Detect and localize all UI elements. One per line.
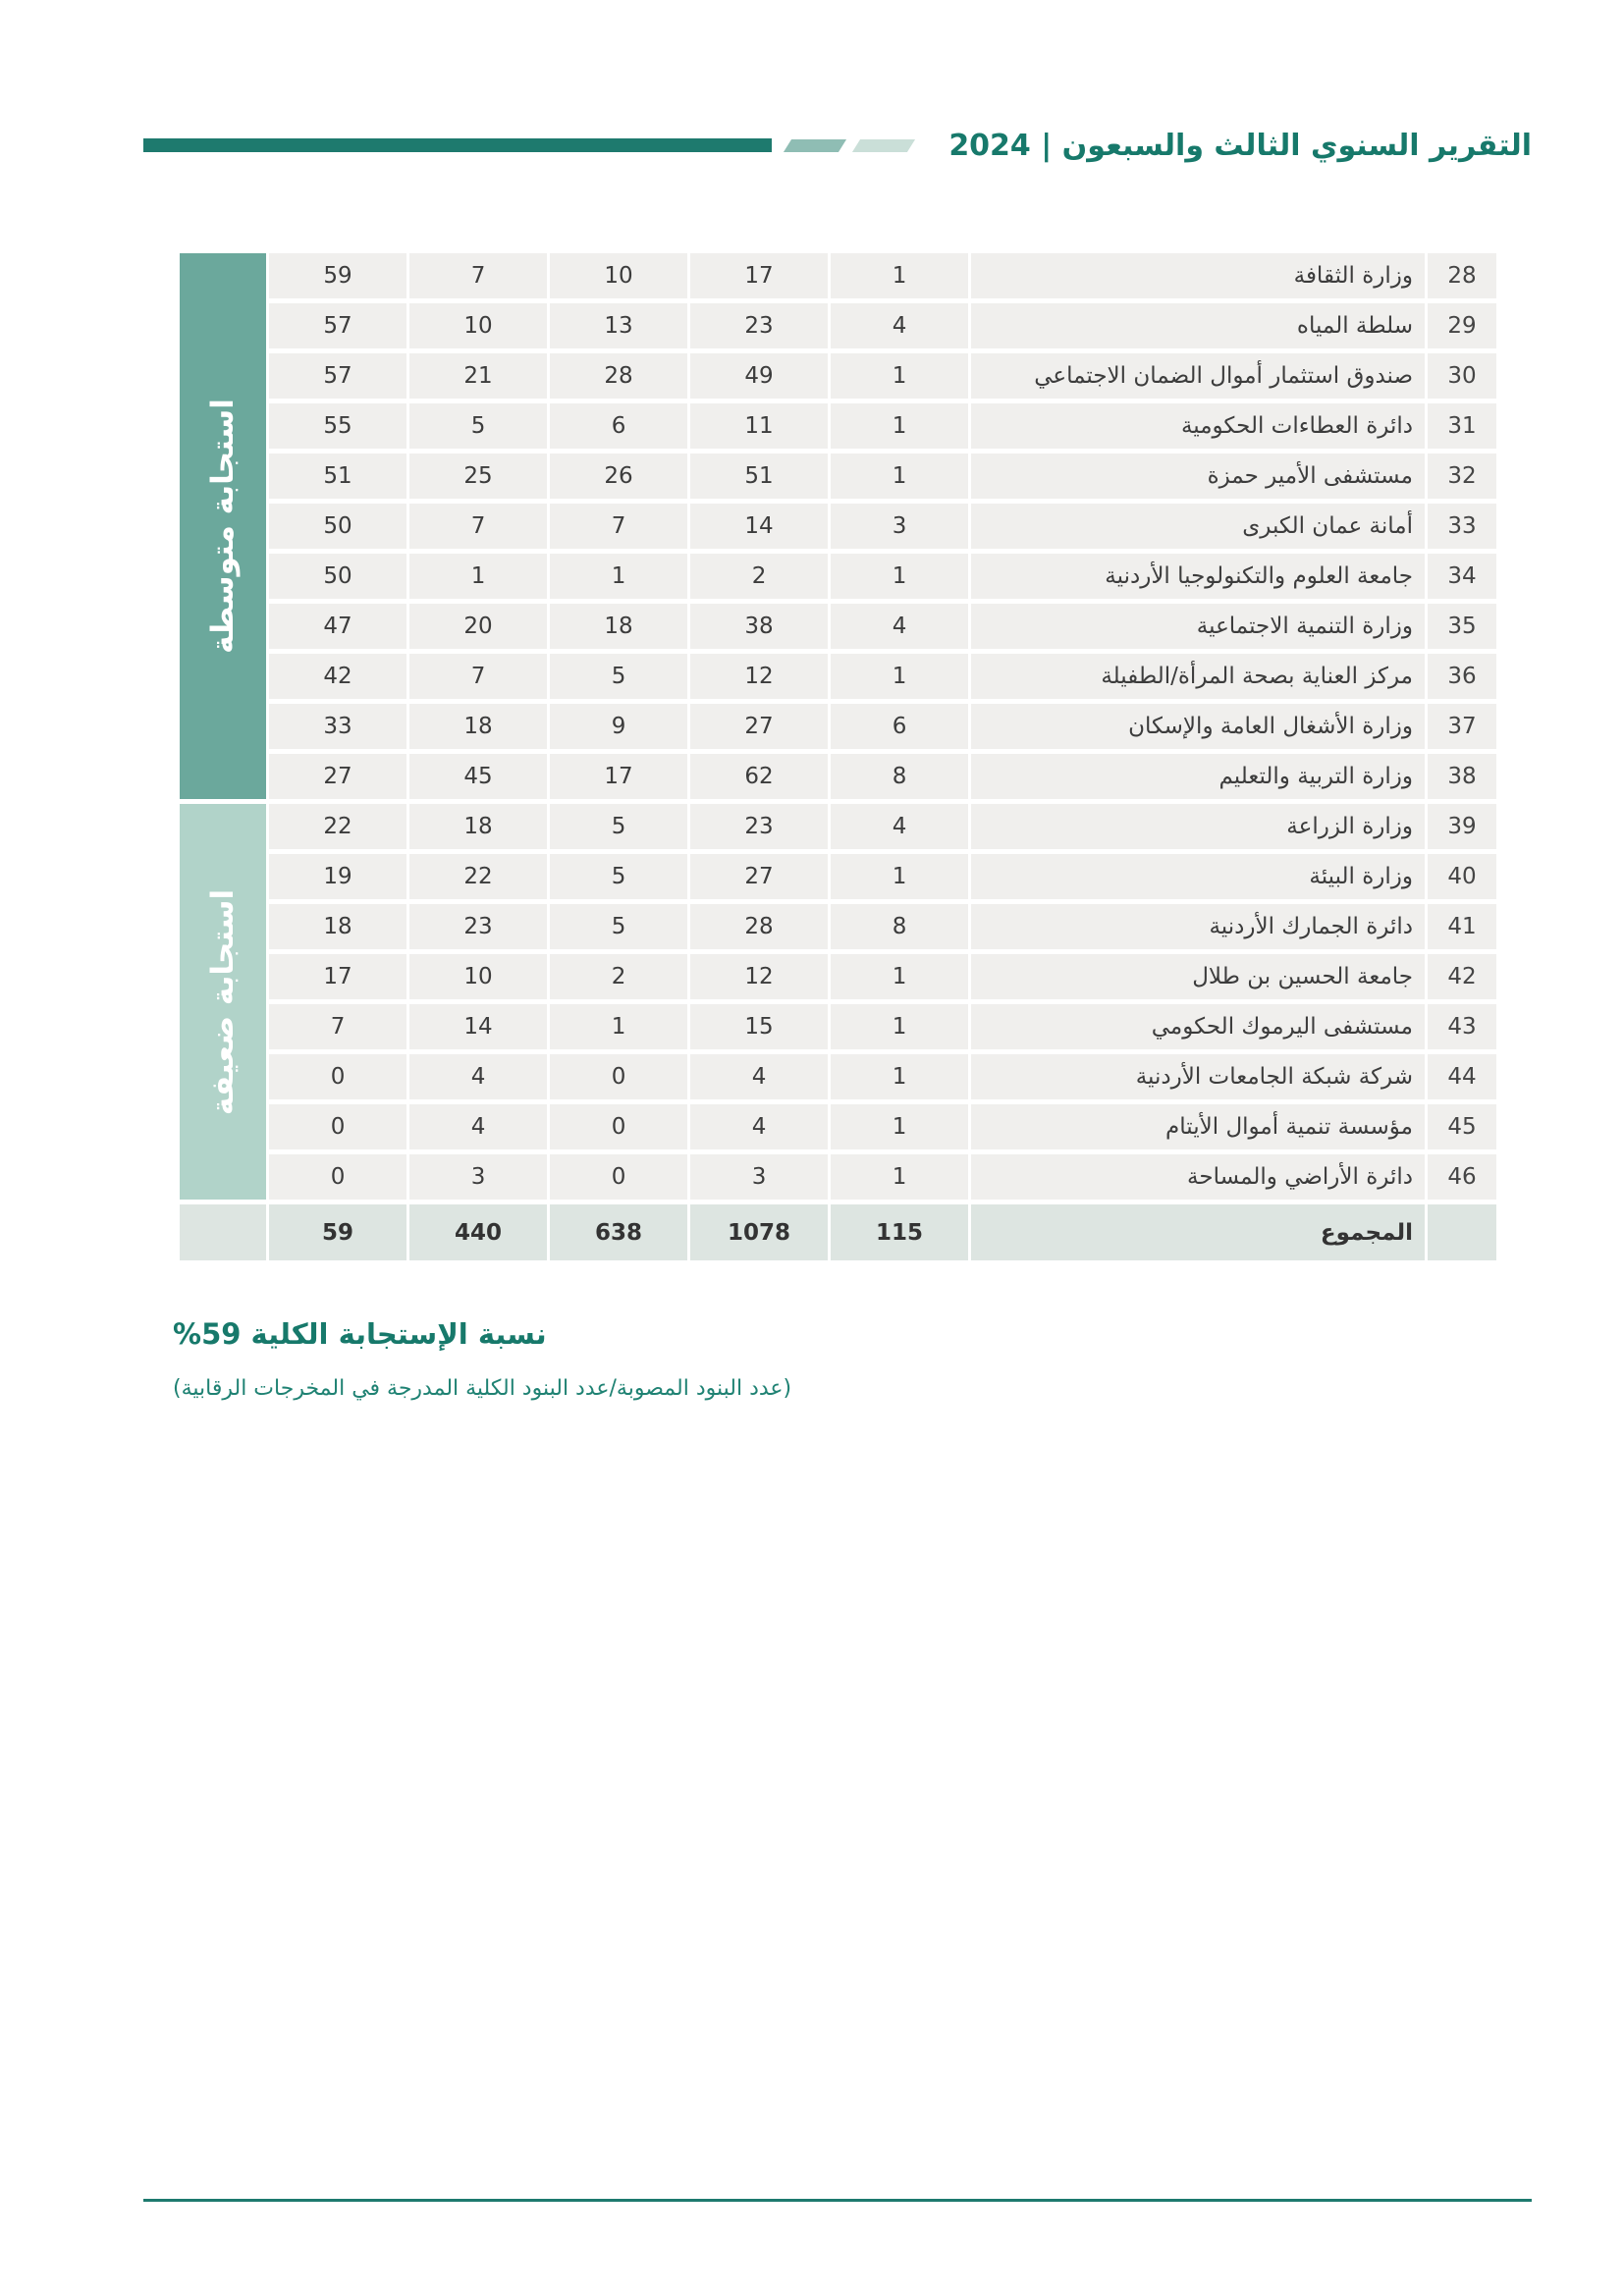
total-band-spacer bbox=[180, 1204, 266, 1260]
entity-name: صندوق استثمار أموال الضمان الاجتماعي bbox=[971, 353, 1425, 399]
row-number: 42 bbox=[1428, 954, 1496, 999]
value-col-3: 10 bbox=[550, 253, 687, 298]
value-col-3: 17 bbox=[550, 754, 687, 799]
total-value-col-2: 1078 bbox=[690, 1204, 828, 1260]
value-col-1: 1 bbox=[831, 1004, 968, 1049]
value-col-2: 51 bbox=[690, 454, 828, 499]
row-number: 29 bbox=[1428, 303, 1496, 348]
value-col-3: 1 bbox=[550, 554, 687, 599]
entity-name: دائرة العطاءات الحكومية bbox=[971, 403, 1425, 449]
value-col-5: 18 bbox=[269, 904, 406, 949]
row-number: 41 bbox=[1428, 904, 1496, 949]
value-col-3: 7 bbox=[550, 504, 687, 549]
value-col-5: 7 bbox=[269, 1004, 406, 1049]
page-header bbox=[143, 126, 1532, 165]
value-col-4: 10 bbox=[409, 303, 547, 348]
deco-parallelogram-dark bbox=[784, 139, 846, 152]
value-col-5: 17 bbox=[269, 954, 406, 999]
value-col-2: 27 bbox=[690, 854, 828, 899]
value-col-5: 57 bbox=[269, 353, 406, 399]
entity-name: وزارة التربية والتعليم bbox=[971, 754, 1425, 799]
entity-name: جامعة العلوم والتكنولوجيا الأردنية bbox=[971, 554, 1425, 599]
value-col-2: 12 bbox=[690, 954, 828, 999]
value-col-3: 5 bbox=[550, 804, 687, 849]
footer-rule bbox=[143, 2199, 1532, 2202]
value-col-4: 21 bbox=[409, 353, 547, 399]
entity-name: وزارة الزراعة bbox=[971, 804, 1425, 849]
value-col-3: 5 bbox=[550, 904, 687, 949]
value-col-2: 14 bbox=[690, 504, 828, 549]
value-col-1: 8 bbox=[831, 904, 968, 949]
row-number: 46 bbox=[1428, 1154, 1496, 1200]
value-col-2: 28 bbox=[690, 904, 828, 949]
value-col-1: 1 bbox=[831, 253, 968, 298]
value-col-2: 2 bbox=[690, 554, 828, 599]
row-number: 37 bbox=[1428, 704, 1496, 749]
value-col-2: 12 bbox=[690, 654, 828, 699]
value-col-4: 5 bbox=[409, 403, 547, 449]
response-rate-note: (عدد البنود المصوبة/عدد البنود الكلية المدرجة في المخرجات الرقابية) bbox=[173, 1376, 792, 1401]
value-col-1: 1 bbox=[831, 554, 968, 599]
value-col-5: 50 bbox=[269, 554, 406, 599]
value-col-1: 8 bbox=[831, 754, 968, 799]
value-col-5: 19 bbox=[269, 854, 406, 899]
entity-name: وزارة الثقافة bbox=[971, 253, 1425, 298]
value-col-3: 0 bbox=[550, 1154, 687, 1200]
value-col-5: 59 bbox=[269, 253, 406, 298]
value-col-5: 51 bbox=[269, 454, 406, 499]
value-col-5: 50 bbox=[269, 504, 406, 549]
row-number: 35 bbox=[1428, 604, 1496, 649]
value-col-1: 1 bbox=[831, 353, 968, 399]
entity-name: جامعة الحسين بن طلال bbox=[971, 954, 1425, 999]
value-col-2: 23 bbox=[690, 804, 828, 849]
row-number: 44 bbox=[1428, 1054, 1496, 1099]
value-col-4: 4 bbox=[409, 1054, 547, 1099]
total-value-col-3: 638 bbox=[550, 1204, 687, 1260]
row-number: 31 bbox=[1428, 403, 1496, 449]
value-col-3: 2 bbox=[550, 954, 687, 999]
value-col-4: 7 bbox=[409, 253, 547, 298]
value-col-1: 4 bbox=[831, 303, 968, 348]
entity-name: سلطة المياه bbox=[971, 303, 1425, 348]
value-col-4: 1 bbox=[409, 554, 547, 599]
value-col-1: 1 bbox=[831, 1104, 968, 1149]
entity-name: وزارة الأشغال العامة والإسكان bbox=[971, 704, 1425, 749]
value-col-2: 38 bbox=[690, 604, 828, 649]
row-number: 36 bbox=[1428, 654, 1496, 699]
value-col-2: 27 bbox=[690, 704, 828, 749]
value-col-1: 1 bbox=[831, 454, 968, 499]
value-col-1: 1 bbox=[831, 1054, 968, 1099]
value-col-1: 6 bbox=[831, 704, 968, 749]
entity-name: وزارة التنمية الاجتماعية bbox=[971, 604, 1425, 649]
total-value-col-4: 440 bbox=[409, 1204, 547, 1260]
value-col-4: 22 bbox=[409, 854, 547, 899]
value-col-5: 0 bbox=[269, 1054, 406, 1099]
value-col-4: 7 bbox=[409, 504, 547, 549]
overall-response-rate: نسبة الإستجابة الكلية 59% bbox=[173, 1317, 547, 1351]
category-band-label: استجابة متوسطة bbox=[205, 399, 241, 654]
entity-name: دائرة الأراضي والمساحة bbox=[971, 1154, 1425, 1200]
row-number: 38 bbox=[1428, 754, 1496, 799]
value-col-4: 10 bbox=[409, 954, 547, 999]
report-title: التقرير السنوي الثالث والسبعون | 2024 bbox=[948, 128, 1532, 163]
value-col-1: 4 bbox=[831, 804, 968, 849]
value-col-3: 5 bbox=[550, 854, 687, 899]
value-col-4: 7 bbox=[409, 654, 547, 699]
value-col-5: 27 bbox=[269, 754, 406, 799]
value-col-4: 20 bbox=[409, 604, 547, 649]
value-col-4: 18 bbox=[409, 704, 547, 749]
value-col-3: 1 bbox=[550, 1004, 687, 1049]
value-col-1: 4 bbox=[831, 604, 968, 649]
header-rule bbox=[143, 138, 772, 152]
value-col-3: 28 bbox=[550, 353, 687, 399]
value-col-4: 4 bbox=[409, 1104, 547, 1149]
category-band-2 bbox=[180, 804, 266, 1200]
value-col-5: 55 bbox=[269, 403, 406, 449]
value-col-5: 22 bbox=[269, 804, 406, 849]
value-col-1: 1 bbox=[831, 654, 968, 699]
value-col-2: 49 bbox=[690, 353, 828, 399]
value-col-2: 15 bbox=[690, 1004, 828, 1049]
value-col-4: 23 bbox=[409, 904, 547, 949]
row-number: 40 bbox=[1428, 854, 1496, 899]
entity-name: أمانة عمان الكبرى bbox=[971, 504, 1425, 549]
value-col-2: 17 bbox=[690, 253, 828, 298]
value-col-3: 9 bbox=[550, 704, 687, 749]
row-number: 30 bbox=[1428, 353, 1496, 399]
value-col-4: 45 bbox=[409, 754, 547, 799]
total-label: المجموع bbox=[971, 1204, 1425, 1260]
value-col-3: 13 bbox=[550, 303, 687, 348]
total-value-col-5: 59 bbox=[269, 1204, 406, 1260]
value-col-4: 14 bbox=[409, 1004, 547, 1049]
value-col-5: 33 bbox=[269, 704, 406, 749]
row-number: 45 bbox=[1428, 1104, 1496, 1149]
value-col-1: 1 bbox=[831, 854, 968, 899]
value-col-2: 62 bbox=[690, 754, 828, 799]
row-number: 32 bbox=[1428, 454, 1496, 499]
value-col-1: 3 bbox=[831, 504, 968, 549]
value-col-3: 18 bbox=[550, 604, 687, 649]
value-col-3: 0 bbox=[550, 1104, 687, 1149]
deco-parallelogram-light bbox=[852, 139, 915, 152]
value-col-5: 0 bbox=[269, 1104, 406, 1149]
value-col-2: 3 bbox=[690, 1154, 828, 1200]
value-col-4: 18 bbox=[409, 804, 547, 849]
total-value-col-1: 115 bbox=[831, 1204, 968, 1260]
value-col-2: 11 bbox=[690, 403, 828, 449]
row-number: 33 bbox=[1428, 504, 1496, 549]
row-number: 34 bbox=[1428, 554, 1496, 599]
entity-name: شركة شبكة الجامعات الأردنية bbox=[971, 1054, 1425, 1099]
value-col-1: 1 bbox=[831, 954, 968, 999]
entity-name: مركز العناية بصحة المرأة/الطفيلة bbox=[971, 654, 1425, 699]
row-number: 43 bbox=[1428, 1004, 1496, 1049]
value-col-5: 47 bbox=[269, 604, 406, 649]
value-col-1: 1 bbox=[831, 1154, 968, 1200]
value-col-2: 4 bbox=[690, 1054, 828, 1099]
value-col-5: 42 bbox=[269, 654, 406, 699]
entity-name: مؤسسة تنمية أموال الأيتام bbox=[971, 1104, 1425, 1149]
entity-name: دائرة الجمارك الأردنية bbox=[971, 904, 1425, 949]
value-col-1: 1 bbox=[831, 403, 968, 449]
row-number: 28 bbox=[1428, 253, 1496, 298]
value-col-2: 23 bbox=[690, 303, 828, 348]
entity-name: مستشفى الأمير حمزة bbox=[971, 454, 1425, 499]
value-col-3: 5 bbox=[550, 654, 687, 699]
entity-name: وزارة البيئة bbox=[971, 854, 1425, 899]
value-col-3: 6 bbox=[550, 403, 687, 449]
value-col-5: 57 bbox=[269, 303, 406, 348]
category-band-1 bbox=[180, 253, 266, 799]
value-col-3: 26 bbox=[550, 454, 687, 499]
value-col-2: 4 bbox=[690, 1104, 828, 1149]
total-row-number-spacer bbox=[1428, 1204, 1496, 1260]
entity-name: مستشفى اليرموك الحكومي bbox=[971, 1004, 1425, 1049]
value-col-5: 0 bbox=[269, 1154, 406, 1200]
category-band-label: استجابة ضعيفة bbox=[205, 888, 241, 1115]
value-col-4: 3 bbox=[409, 1154, 547, 1200]
value-col-3: 0 bbox=[550, 1054, 687, 1099]
response-table bbox=[180, 253, 1496, 1260]
value-col-4: 25 bbox=[409, 454, 547, 499]
row-number: 39 bbox=[1428, 804, 1496, 849]
